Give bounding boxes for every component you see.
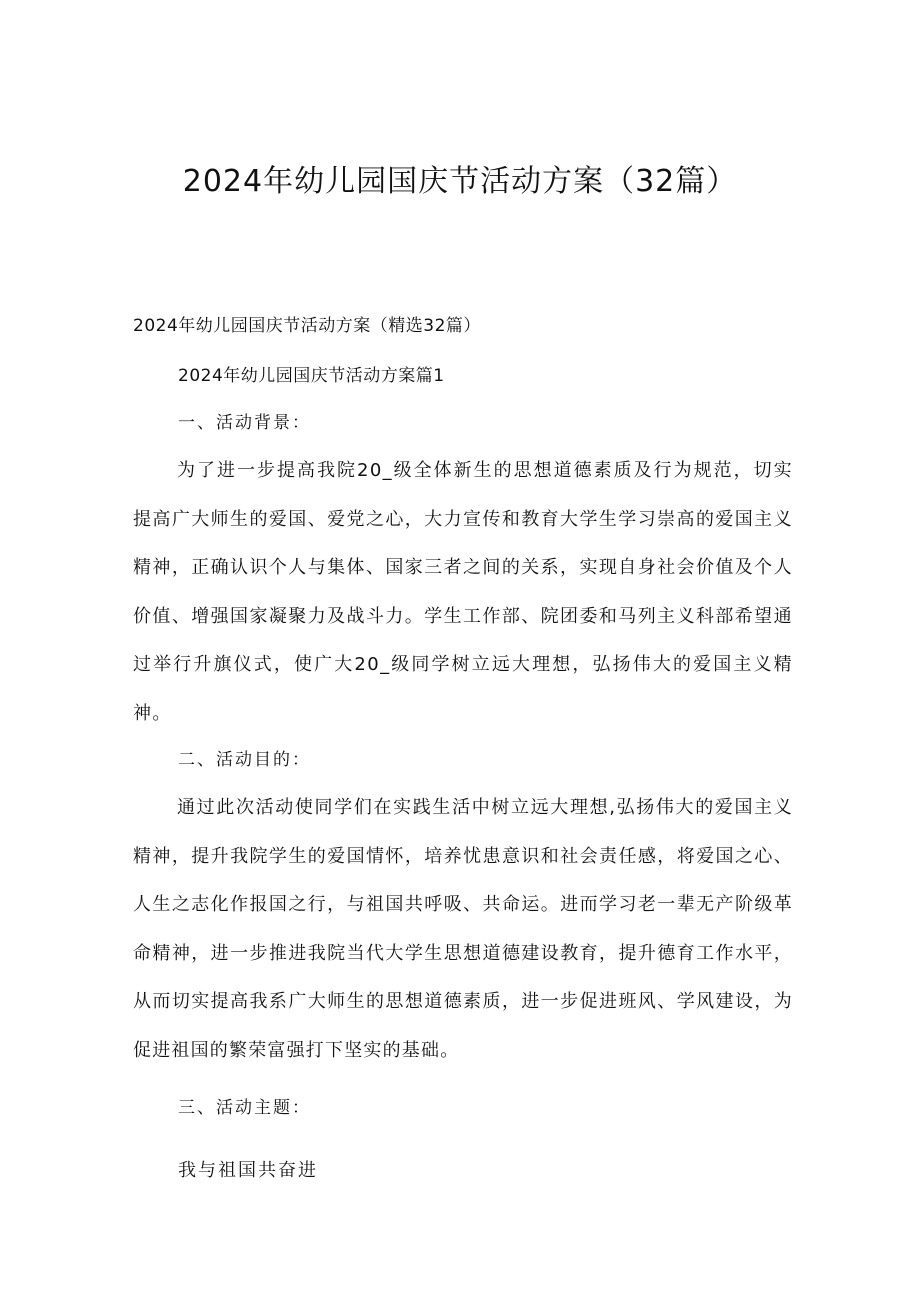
chapter-title: 2024年幼儿园国庆节活动方案篇1 [178,366,445,386]
section-heading-background: 一、活动背景： [178,413,311,433]
section-paragraph-purpose: 通过此次活动使同学们在实践生活中树立远大理想,弘扬伟大的爱国主义精神，提升我院学生的爱国情怀，培养忧患意识和社会责任感，将爱国之心、人生之志化作报国之行，与祖国共呼吸、共命运。进而学习老一辈无产阶级革命精神，进一步推进我院当代大学生思想道德建设教育，提升德育工作水平，从而切实提高我系广大师生的思想道德素质，进一步促进班风、学风建设，为促进祖国的繁荣富强打下坚实的基础。 [133,797,793,1061]
section-theme-text: 我与祖国共奋进 [178,1160,318,1181]
section-paragraph-background: 为了进一步提高我院20_级全体新生的思想道德素质及行为规范，切实提高广大师生的爱国、爱党之心，大力宣传和教育大学生学习崇高的爱国主义精神，正确认识个人与集体、国家三者之间的关系，实现自身社会价值及个人价值、增强国家凝聚力及战斗力。学生工作部、院团委和马列主义科部希望通过举行升旗仪式，使广大20_级同学树立远大理想，弘扬伟大的爱国主义精神。 [133,460,793,724]
document-subtitle: 2024年幼儿园国庆节活动方案（精选32篇） [133,316,481,336]
document-title: 2024年幼儿园国庆节活动方案（32篇） [182,164,738,199]
section-heading-theme: 三、活动主题： [178,1098,311,1118]
section-heading-purpose: 二、活动目的： [178,750,311,770]
